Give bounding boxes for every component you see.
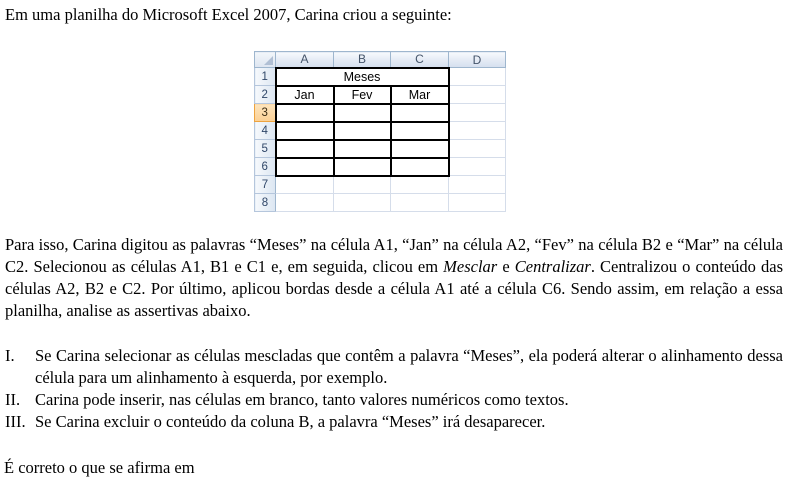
- excel-grid: [254, 51, 506, 212]
- assertion-ii-marker: II.: [5, 390, 21, 409]
- cell-d8: [449, 194, 506, 212]
- assertion-ii-text: Carina pode inserir, nas células em branco, tanto valores numéricos como textos.: [35, 390, 569, 409]
- cell-c2: Mar: [391, 86, 449, 104]
- cell-c5: [391, 140, 449, 158]
- row-header-3-selected: 3: [255, 104, 276, 122]
- row-header-7: 7: [255, 176, 276, 194]
- cell-d3: [449, 104, 506, 122]
- cell-c6: [391, 158, 449, 176]
- cell-c3: [391, 104, 449, 122]
- cell-d5: [449, 140, 506, 158]
- select-all-corner: [255, 52, 276, 68]
- assertion-ii: [5, 389, 783, 411]
- italic-mesclar: Mesclar: [443, 257, 498, 276]
- cell-b4: [334, 122, 391, 140]
- assertion-iii-marker: III.: [5, 412, 26, 431]
- cell-b2: Fev: [334, 86, 391, 104]
- row-header-4: 4: [255, 122, 276, 140]
- row-header-6: 6: [255, 158, 276, 176]
- paragraph-text: Para isso, Carina digitou as palavras “Meses” na célula A1, “Jan” na célula A2, “Fev” na célula B2 e “Mar” na célula C2. Selecionou as células A1, B1 e C1 e, em seguida, clicou em: [5, 235, 783, 276]
- cell-b5: [334, 140, 391, 158]
- row-header-5: 5: [255, 140, 276, 158]
- row-header-1: 1: [255, 68, 276, 86]
- cell-a7: [276, 176, 334, 194]
- cell-a1-merged-meses: Meses: [276, 68, 449, 86]
- cell-b3: [334, 104, 391, 122]
- assertion-iii: [5, 411, 783, 433]
- cell-b7: [334, 176, 391, 194]
- paragraph-text: . Centralizou o conteúdo das células A2, B2 e C2. Por último, aplicou bordas desde a célula A1 até a célula C6. Sendo assim, em relação a essa planilha, analise as assertivas abaixo.: [5, 257, 784, 320]
- cell-a3: [276, 104, 334, 122]
- question-closing-text: É correto o que se afirma em: [4, 458, 195, 477]
- select-all-triangle-icon: [264, 56, 273, 65]
- cell-c4: [391, 122, 449, 140]
- column-header-a: A: [276, 52, 334, 68]
- cell-d4: [449, 122, 506, 140]
- cell-c7: [391, 176, 449, 194]
- cell-a4: [276, 122, 334, 140]
- assertions-list: [5, 345, 783, 433]
- cell-b8: [334, 194, 391, 212]
- cell-b6: [334, 158, 391, 176]
- row-header-2: 2: [255, 86, 276, 104]
- italic-centralizar: Centralizar: [514, 257, 591, 276]
- cell-a2: Jan: [276, 86, 334, 104]
- cell-a8: [276, 194, 334, 212]
- cell-a5: [276, 140, 334, 158]
- cell-a6: [276, 158, 334, 176]
- cell-d7: [449, 176, 506, 194]
- row-header-8: 8: [255, 194, 276, 212]
- cell-d2: [449, 86, 506, 104]
- assertion-i: [5, 345, 783, 389]
- question-intro-text: Em uma planilha do Microsoft Excel 2007, Carina criou a seguinte:: [5, 5, 452, 24]
- assertion-i-text: Se Carina selecionar as células mescladas que contêm a palavra “Meses”, ela poderá alterar o alinhamento dessa célula para um alinhamento à esquerda, por exemplo.: [35, 346, 783, 387]
- column-header-d: D: [449, 52, 506, 68]
- cell-d6: [449, 158, 506, 176]
- cell-c8: [391, 194, 449, 212]
- column-header-c: C: [391, 52, 449, 68]
- assertion-i-marker: I.: [5, 346, 15, 365]
- question-paragraph: [5, 234, 783, 322]
- paragraph-text: e: [497, 257, 515, 276]
- excel-screenshot: [254, 51, 506, 212]
- column-header-b: B: [334, 52, 391, 68]
- assertion-iii-text: Se Carina excluir o conteúdo da coluna B, a palavra “Meses” irá desaparecer.: [35, 412, 546, 431]
- cell-d1: [449, 68, 506, 86]
